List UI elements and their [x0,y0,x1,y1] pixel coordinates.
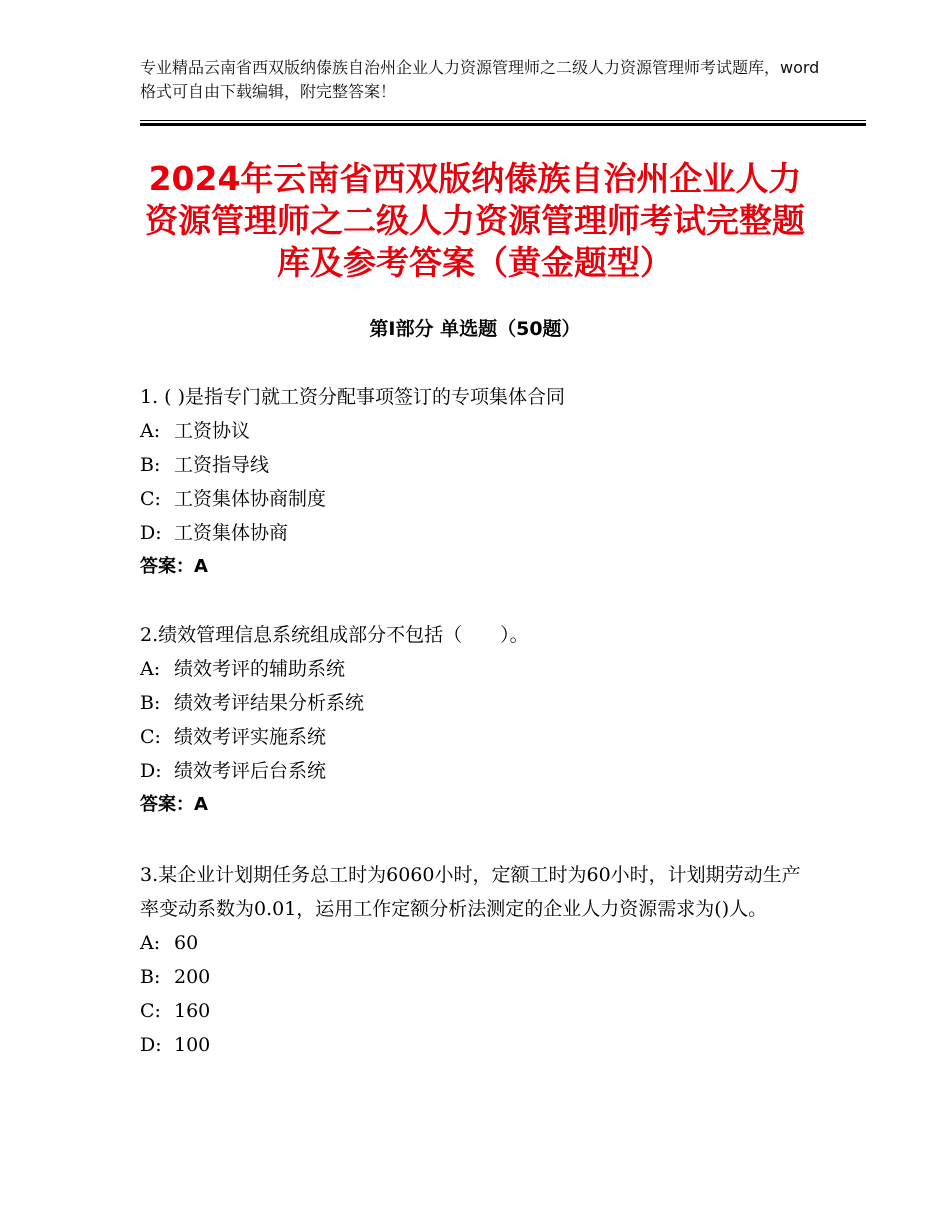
option-text: 工资指导线 [174,454,270,476]
option-a [140,652,816,686]
option-text: 200 [174,966,211,988]
option-b [140,686,816,720]
option-d [140,754,816,788]
section-heading: 第Ⅰ部分 单选题（50题） [369,318,581,340]
option-label: C: [140,488,161,510]
document-title: 2024年云南省西双版纳傣族自治州企业人力资源管理师之二级人力资源管理师考试完整题库及参考答案（黄金题型） [145,159,805,282]
option-b [140,960,816,994]
option-text: 100 [174,1034,211,1056]
option-d [140,1028,816,1062]
question-text: 1. ( )是指专门就工资分配事项签订的专项集体合同 [140,386,566,408]
option-a [140,926,816,960]
option-c [140,720,816,754]
option-label: A: [140,658,161,680]
option-label: D: [140,760,162,782]
question-3 [140,858,816,1062]
option-text: 60 [174,932,199,954]
option-text: 160 [174,1000,211,1022]
option-label: C: [140,726,161,748]
option-c [140,482,816,516]
option-text: 工资协议 [174,420,251,442]
option-label: A: [140,932,161,954]
option-text: 绩效考评后台系统 [174,760,327,782]
question-1 [140,380,816,584]
option-label: B: [140,692,161,714]
header-note: 专业精品云南省西双版纳傣族自治州企业人力资源管理师之二级人力资源管理师考试题库，word格式可自由下载编辑，附完整答案！ [140,58,820,101]
question-text: 3.某企业计划期任务总工时为6060小时，定额工时为60小时，计划期劳动生产率变动系数为0.01，运用工作定额分析法测定的企业人力资源需求为()人。 [140,864,801,920]
option-label: D: [140,1034,162,1056]
option-d [140,516,816,550]
option-text: 工资集体协商 [174,522,289,544]
option-label: D: [140,522,162,544]
answer-line: 答案：A [140,556,208,577]
option-text: 绩效考评结果分析系统 [174,692,365,714]
option-label: C: [140,1000,161,1022]
option-text: 绩效考评的辅助系统 [174,658,346,680]
answer-line: 答案：A [140,794,208,815]
option-text: 绩效考评实施系统 [174,726,327,748]
option-b [140,448,816,482]
option-label: B: [140,454,161,476]
question-text: 2.绩效管理信息系统组成部分不包括（ ）。 [140,624,529,646]
question-2 [140,618,816,822]
option-label: B: [140,966,161,988]
option-a [140,414,816,448]
header-divider [140,120,866,126]
option-text: 工资集体协商制度 [174,488,327,510]
option-c [140,994,816,1028]
option-label: A: [140,420,161,442]
